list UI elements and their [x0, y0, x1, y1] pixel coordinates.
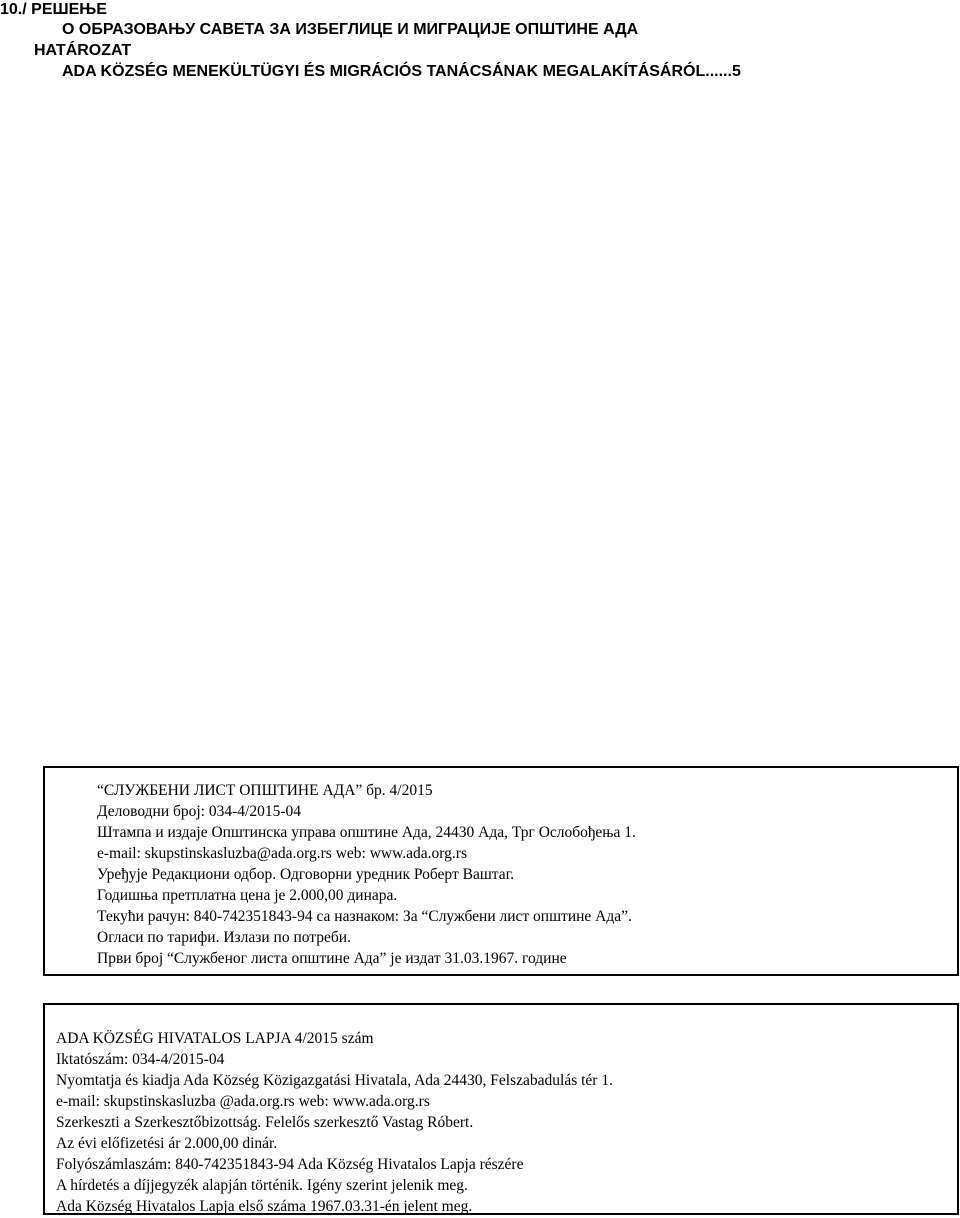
toc-page-number: 5: [731, 63, 741, 80]
hungarian-imprint-account: Folyószámlaszám: 840-742351843-94 Ada Község Hivatalos Lapja részére: [56, 1156, 524, 1173]
toc-hungarian-heading: HATÁROZAT: [34, 42, 132, 59]
hungarian-imprint-editor: Szerkeszti a Szerkesztőbizottság. Felelős szerkesztő Vastag Róbert.: [56, 1114, 474, 1131]
hungarian-imprint-contact: e-mail: skupstinskasluzba @ada.org.rs web: www.ada.org.rs: [56, 1093, 430, 1110]
serbian-imprint-editor: Уређује Редакциони одбор. Одговорни уредник Роберт Ваштаг.: [97, 866, 515, 883]
hungarian-imprint-file-number: Iktatószám: 034-4/2015-04: [56, 1051, 225, 1068]
serbian-imprint-subscription: Годишња претплатна цена је 2.000,00 динара.: [97, 887, 398, 904]
serbian-imprint-file-number: Деловодни број: 034-4/2015-04: [97, 803, 301, 820]
toc-hungarian-title-line: [62, 62, 741, 82]
toc-serbian-title: О ОБРАЗОВАЊУ САВЕТА ЗА ИЗБЕГЛИЦЕ И МИГРАЦИЈЕ ОПШТИНЕ АДА: [62, 21, 639, 38]
toc-entry-heading: [0, 0, 107, 20]
serbian-imprint-title: “СЛУЖБЕНИ ЛИСТ ОПШТИНЕ АДА” бр. 4/2015: [97, 782, 433, 799]
serbian-imprint-ads: Огласи по тарифи. Излази по потреби.: [97, 929, 351, 946]
hungarian-imprint-ads: A hírdetés a díjjegyzék alapján történik. Igény szerint jelenik meg.: [56, 1177, 468, 1194]
serbian-imprint-contact: e-mail: skupstinskasluzba@ada.org.rs web: www.ada.org.rs: [97, 845, 467, 862]
hungarian-imprint-first-issue: Ada Község Hivatalos Lapja első száma 1967.03.31-én jelent meg.: [56, 1198, 473, 1215]
toc-leader-dots: ......: [705, 63, 732, 80]
toc-entry-number: 10.: [0, 1, 23, 18]
hungarian-imprint-subscription: Az évi előfizetési ár 2.000,00 dinár.: [56, 1135, 278, 1152]
hungarian-imprint-publisher: Nyomtatja és kiadja Ada Község Közigazgatási Hivatala, Ada 24430, Felszabadulás tér 1.: [56, 1072, 613, 1089]
hungarian-imprint-title: ADA KÖZSÉG HIVATALOS LAPJA 4/2015 szám: [56, 1030, 374, 1047]
serbian-imprint-first-issue: Први број “Службеног листа општине Ада” је издат 31.03.1967. године: [97, 950, 567, 967]
serbian-imprint-publisher: Штампа и издаје Општинска управа општине Ада, 24430 Ада, Трг Ослобођења 1.: [97, 824, 636, 841]
serbian-imprint-box: [43, 766, 959, 976]
serbian-imprint-account: Текући рачун: 840-742351843-94 са назнаком: За “Службени лист општине Ада”.: [97, 908, 632, 925]
toc-serbian-heading: / РЕШЕЊЕ: [22, 1, 107, 18]
hungarian-imprint-box: [43, 1003, 959, 1215]
toc-hungarian-title: ADA KÖZSÉG MENEKÜLTÜGYI ÉS MIGRÁCIÓS TANÁCSÁNAK MEGALAKÍTÁSÁRÓL: [62, 63, 706, 80]
